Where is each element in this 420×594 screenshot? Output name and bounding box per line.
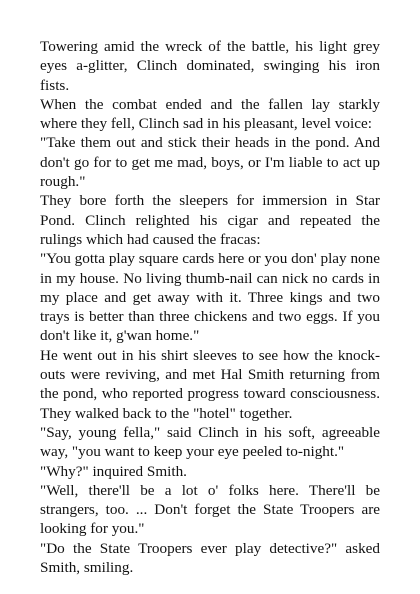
book-page-text bbox=[40, 37, 380, 577]
paragraph: When the combat ended and the fallen lay starkly where they fell, Clinch sad in his pleasant, level voice: bbox=[40, 95, 380, 133]
paragraph: "Well, there'll be a lot o' folks here. There'll be strangers, too. ... Don't forget the State Troopers are looking for you." bbox=[40, 481, 380, 538]
paragraph: "You gotta play square cards here or you don' play none in my house. No living thumb-nail can nick no cards in my place and get away with it. Three kings and two trays is better than three chickens and two eggs. If you don't like it, g'wan home." bbox=[40, 250, 380, 345]
paragraph: He went out in his shirt sleeves to see how the knock-outs were reviving, and met Hal Smith returning from the pond, who reported progress toward consciousness. They walked back to the "hotel" together. bbox=[40, 346, 380, 422]
paragraph: Towering amid the wreck of the battle, his light grey eyes a-glitter, Clinch dominated, swinging his iron fists. bbox=[40, 38, 380, 94]
paragraph: "Take them out and stick their heads in the pond. And don't go for to get me mad, boys, or I'm liable to act up rough." bbox=[40, 134, 380, 191]
paragraph: They bore forth the sleepers for immersion in Star Pond. Clinch relighted his cigar and repeated the rulings which had caused the fracas: bbox=[40, 192, 380, 248]
paragraph: "Why?" inquired Smith. bbox=[40, 462, 187, 480]
paragraph: "Do the State Troopers ever play detective?" asked Smith, smiling. bbox=[40, 539, 380, 577]
paragraph: "Say, young fella," said Clinch in his soft, agreeable way, "you want to keep your eye peeled to-night." bbox=[40, 423, 380, 461]
